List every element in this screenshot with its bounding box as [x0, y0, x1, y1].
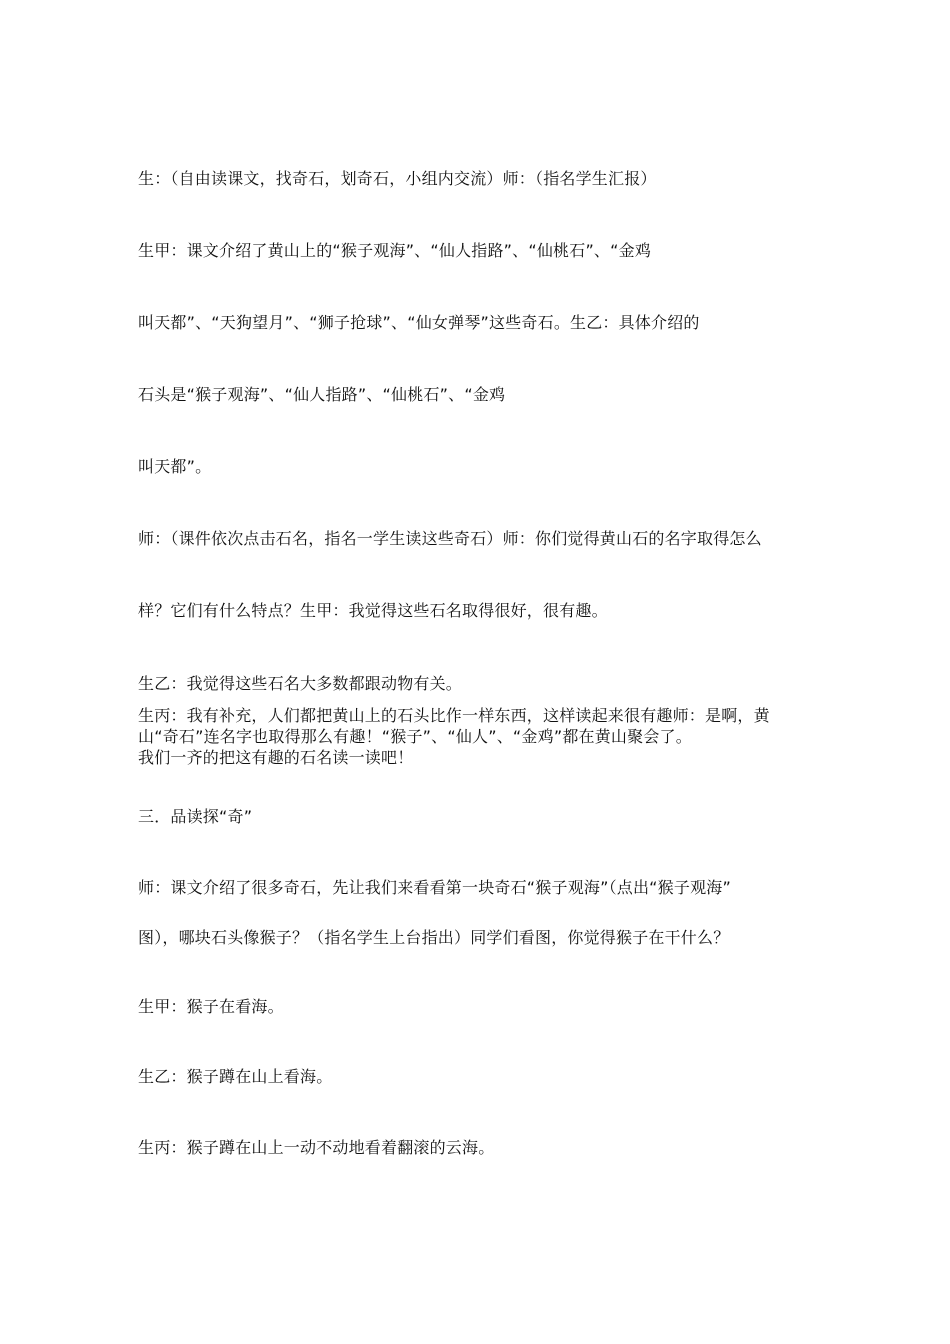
paragraph-line: 生丙：我有补充，人们都把黄山上的石头比作一样东西，这样读起来很有趣师：是啊，黄: [138, 706, 770, 725]
text-line: 生甲：猴子在看海。: [138, 997, 284, 1016]
text-line: 生乙：我觉得这些石名大多数都跟动物有关。: [138, 674, 463, 693]
text-line: 师：（课件依次点击石名，指名一学生读这些奇石）师：你们觉得黄山石的名字取得怎么: [138, 529, 762, 548]
paragraph-line: 我们一齐的把这有趣的石名读一读吧！: [138, 748, 414, 767]
paragraph-line: 山“奇石”连名字也取得那么有趣！“猴子”、“仙人”、“金鸡”都在黄山聚会了。: [138, 727, 692, 746]
text-line: 生丙：猴子蹲在山上一动不动地看着翻滚的云海。: [138, 1138, 495, 1157]
text-line: 石头是“猴子观海”、“仙人指路”、“仙桃石”、“金鸡: [138, 385, 506, 404]
paragraph-bing: [138, 705, 818, 768]
text-line: 生：（自由读课文，找奇石，划奇石，小组内交流）师：（指名学生汇报）: [138, 169, 657, 188]
text-line: 师：课文介绍了很多奇石，先让我们来看看第一块奇石“猴子观海”（点出“猴子观海”: [138, 878, 731, 897]
text-line: 叫天都”、“天狗望月”、“狮子抢球”、“仙女弹琴”这些奇石。生乙：具体介绍的: [138, 313, 700, 332]
text-line: 叫天都”。: [138, 457, 212, 476]
text-line: 生乙：猴子蹲在山上看海。: [138, 1067, 333, 1086]
text-line: 样？它们有什么特点？生甲：我觉得这些石名取得很好，很有趣。: [138, 601, 608, 620]
text-line: 生甲：课文介绍了黄山上的“猴子观海”、“仙人指路”、“仙桃石”、“金鸡: [138, 241, 652, 260]
section-heading: 三．品读探“奇”: [138, 807, 253, 826]
text-line: 图），哪块石头像猴子？（指名学生上台指出）同学们看图，你觉得猴子在干什么？: [138, 928, 730, 947]
